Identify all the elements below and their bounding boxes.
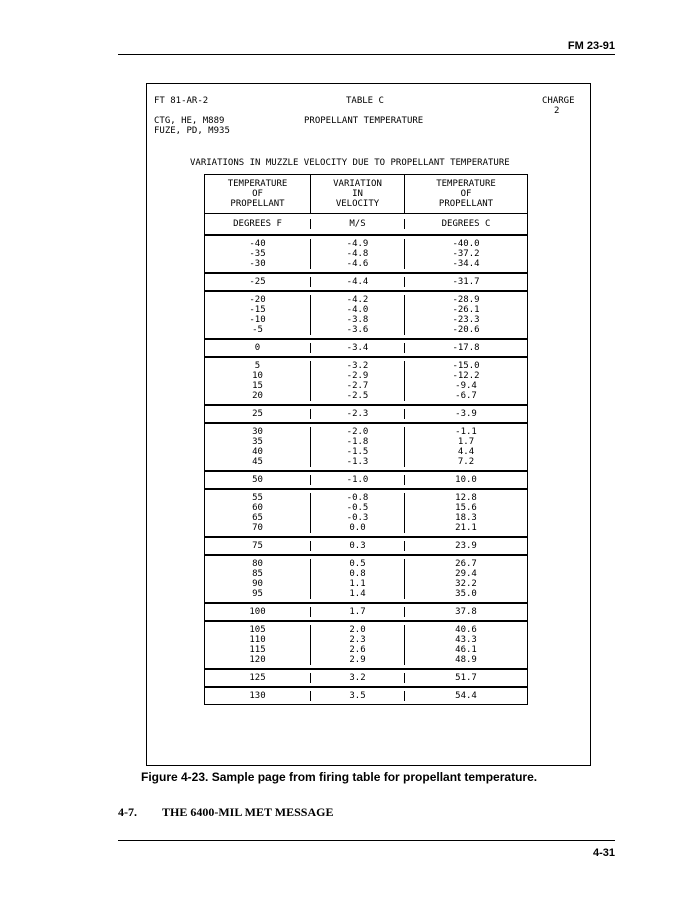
table-cell: -4.0 [346,305,369,315]
table-cell: -15.0 [452,361,480,371]
table-column-cells [405,239,527,269]
ammo-line1: CTG, HE, M889 [154,116,225,126]
table-column-cells [405,493,527,533]
table-cell: -4.4 [346,277,369,287]
table-row-group [205,472,527,490]
table-cell: -40.0 [452,239,480,249]
table-cell: 37.8 [455,607,477,617]
table-cell: -0.8 [346,493,369,503]
table-cell: -20.6 [452,325,480,335]
table-unit-row [205,214,527,236]
header-text: OF [252,189,263,199]
table-row-group [205,358,527,406]
table-column-cells [205,343,311,353]
table-cell: 51.7 [455,673,477,683]
table-column-cells [205,239,311,269]
table-column-cells [405,343,527,353]
table-row-group [205,688,527,704]
table-column-cells [311,691,405,701]
table-cell: -5 [252,325,263,335]
header-text: TEMPERATURE [436,179,496,189]
table-column-cells [405,361,527,401]
header-rule [118,54,615,55]
table-cell: -1.1 [455,427,477,437]
table-column-cells [405,475,527,485]
table-column-cells [205,361,311,401]
table-column-cells [311,541,405,551]
table-column-cells [205,625,311,665]
table-cell: 48.9 [455,655,477,665]
table-column-cells [405,691,527,701]
unit-degrees-c: DEGREES C [441,219,491,229]
footer-rule [118,840,615,841]
table-cell: -3.8 [346,315,369,325]
table-cell: -0.5 [346,503,369,513]
table-cell: 25 [252,409,263,419]
header-text: IN [352,189,363,199]
table-cell: -4.2 [346,295,369,305]
table-cell: -1.8 [346,437,369,447]
table-cell: -17.8 [452,343,480,353]
table-cell: -2.9 [346,371,369,381]
table-cell: 20 [252,391,263,401]
table-cell: -10 [249,315,266,325]
table-cell: 15 [252,381,263,391]
table-column-cells [205,427,311,467]
charge-label: CHARGE [542,96,575,106]
table-cell: 46.1 [455,645,477,655]
table-cell: -40 [249,239,266,249]
table-name: TABLE C [346,96,384,106]
unit-mps: M/S [311,219,405,229]
table-cell: 65 [252,513,263,523]
table-cell: 5 [254,361,261,371]
table-cell: 23.9 [455,541,477,551]
header-text: OF [460,189,472,199]
table-column-cells [205,673,311,683]
table-cell: 21.1 [455,523,477,533]
table-column-cells [205,493,311,533]
section-title: VARIATIONS IN MUZZLE VELOCITY DUE TO PROPELLANT TEMPERATURE [190,158,510,168]
table-cell: 32.2 [455,579,477,589]
table-column-cells [311,559,405,599]
table-column-cells [405,559,527,599]
table-row-group [205,490,527,538]
table-column-cells [311,493,405,533]
table-column-cells [311,427,405,467]
table-cell: -34.4 [452,259,480,269]
header-text: VARIATION [333,179,382,189]
table-cell: 4.4 [457,447,475,457]
table-cell: -2.7 [346,381,369,391]
table-column-cells [405,409,527,419]
table-cell: 125 [249,673,266,683]
table-cell: -4.6 [346,259,369,269]
table-body [205,236,527,704]
table-cell: 105 [249,625,266,635]
table-column-cells [205,409,311,419]
charge-value: 2 [554,106,560,116]
table-column-cells [205,277,311,287]
table-row-group [205,406,527,424]
col-header-velocity [311,175,405,213]
header-text: TEMPERATURE [227,179,288,189]
table-cell: 0.0 [349,523,366,533]
table-cell: -3.9 [455,409,477,419]
table-cell: -2.3 [346,409,369,419]
section-title-text: THE 6400-MIL MET MESSAGE [162,805,334,819]
table-column-cells [205,691,311,701]
table-cell: 0.3 [349,541,366,551]
table-column-cells [205,295,311,335]
table-cell: 45 [252,457,263,467]
ft-id: FT 81-AR-2 [154,96,209,106]
table-cell: -35 [249,249,266,259]
table-row-group [205,622,527,670]
table-cell: 0.5 [349,559,366,569]
ammo-line2: FUZE, PD, M935 [154,126,230,136]
table-cell: -20 [249,295,266,305]
table-cell: -1.3 [346,457,369,467]
table-cell: -3.4 [346,343,369,353]
table-row-group [205,424,527,472]
table-cell: 110 [249,635,266,645]
table-column-cells [311,239,405,269]
table-cell: 54.4 [455,691,477,701]
table-row-group [205,670,527,688]
table-cell: 120 [249,655,266,665]
table-cell: -23.3 [452,315,480,325]
header-text: PROPELLANT [438,199,494,209]
table-column-cells [311,295,405,335]
figure-caption: Figure 4-23. Sample page from firing table for propellant temperature. [141,770,538,784]
table-cell: -3.6 [346,325,369,335]
col-header-temp-f [205,175,311,213]
table-cell: 35 [252,437,263,447]
table-cell: 30 [252,427,263,437]
table-cell: 1.7 [349,607,366,617]
table-column-cells [405,427,527,467]
table-cell: -26.1 [452,305,480,315]
table-cell: -12.2 [452,371,480,381]
table-cell: 60 [252,503,263,513]
table-column-cells [311,607,405,617]
table-row-group [205,556,527,604]
table-cell: 12.8 [455,493,477,503]
table-cell: 70 [252,523,263,533]
table-cell: -30 [249,259,266,269]
table-column-cells [205,475,311,485]
unit-degrees-f: DEGREES F [205,219,311,229]
table-cell: 115 [249,645,266,655]
col-header-temp-c [405,175,527,213]
table-cell: -4.9 [346,239,369,249]
table-cell: -3.2 [346,361,369,371]
table-subtitle: PROPELLANT TEMPERATURE [304,116,424,126]
table-header-row [205,175,527,214]
table-cell: 1.7 [457,437,475,447]
table-cell: 0.8 [349,569,366,579]
table-cell: -9.4 [455,381,477,391]
propellant-table [204,174,528,705]
table-cell: 43.3 [455,635,477,645]
table-column-cells [405,541,527,551]
table-column-cells [405,607,527,617]
table-column-cells [311,343,405,353]
table-column-cells [311,625,405,665]
table-column-cells [311,475,405,485]
table-cell: -1.0 [346,475,369,485]
table-row-group [205,274,527,292]
table-cell: 3.5 [349,691,366,701]
table-column-cells [405,673,527,683]
table-cell: 10 [252,371,263,381]
table-column-cells [205,541,311,551]
section-heading [118,805,333,820]
table-cell: 0 [254,343,261,353]
table-cell: 1.1 [349,579,366,589]
header-text: VELOCITY [335,199,380,209]
table-cell: 75 [252,541,263,551]
table-cell: 3.2 [349,673,366,683]
table-cell: -28.9 [452,295,480,305]
document-id: FM 23-91 [567,40,615,52]
table-cell: 85 [252,569,263,579]
table-cell: 15.6 [455,503,477,513]
table-column-cells [205,559,311,599]
table-column-cells [311,361,405,401]
table-row-group [205,538,527,556]
table-cell: -4.8 [346,249,369,259]
table-cell: -37.2 [452,249,480,259]
table-cell: 40 [252,447,263,457]
table-cell: 2.6 [349,645,366,655]
table-column-cells [311,277,405,287]
table-cell: 10.0 [455,475,477,485]
table-row-group [205,292,527,340]
table-cell: 2.3 [349,635,366,645]
section-number: 4-7. [118,805,137,819]
table-column-cells [405,625,527,665]
table-cell: -6.7 [455,391,477,401]
table-cell: 55 [252,493,263,503]
table-cell: 35.0 [455,589,477,599]
table-cell: 26.7 [455,559,477,569]
table-column-cells [205,607,311,617]
table-cell: 40.6 [455,625,477,635]
header-text: PROPELLANT [230,199,285,209]
table-cell: -0.3 [346,513,369,523]
table-cell: 130 [249,691,266,701]
table-column-cells [311,673,405,683]
table-cell: 1.4 [349,589,366,599]
table-column-cells [311,409,405,419]
table-cell: -2.5 [346,391,369,401]
table-row-group [205,604,527,622]
table-cell: -1.5 [346,447,369,457]
table-cell: 2.0 [349,625,366,635]
table-cell: -25 [249,277,266,287]
table-cell: 18.3 [455,513,477,523]
table-cell: 100 [249,607,266,617]
table-column-cells [405,295,527,335]
table-cell: 2.9 [349,655,366,665]
table-cell: 29.4 [455,569,477,579]
table-cell: 7.2 [457,457,475,467]
table-row-group [205,236,527,274]
table-cell: 80 [252,559,263,569]
table-cell: 90 [252,579,263,589]
table-cell: -15 [249,305,266,315]
table-cell: -31.7 [452,277,480,287]
table-row-group [205,340,527,358]
table-cell: -2.0 [346,427,369,437]
table-cell: 50 [252,475,263,485]
page-number: 4-31 [592,847,615,859]
table-column-cells [405,277,527,287]
table-cell: 95 [252,589,263,599]
